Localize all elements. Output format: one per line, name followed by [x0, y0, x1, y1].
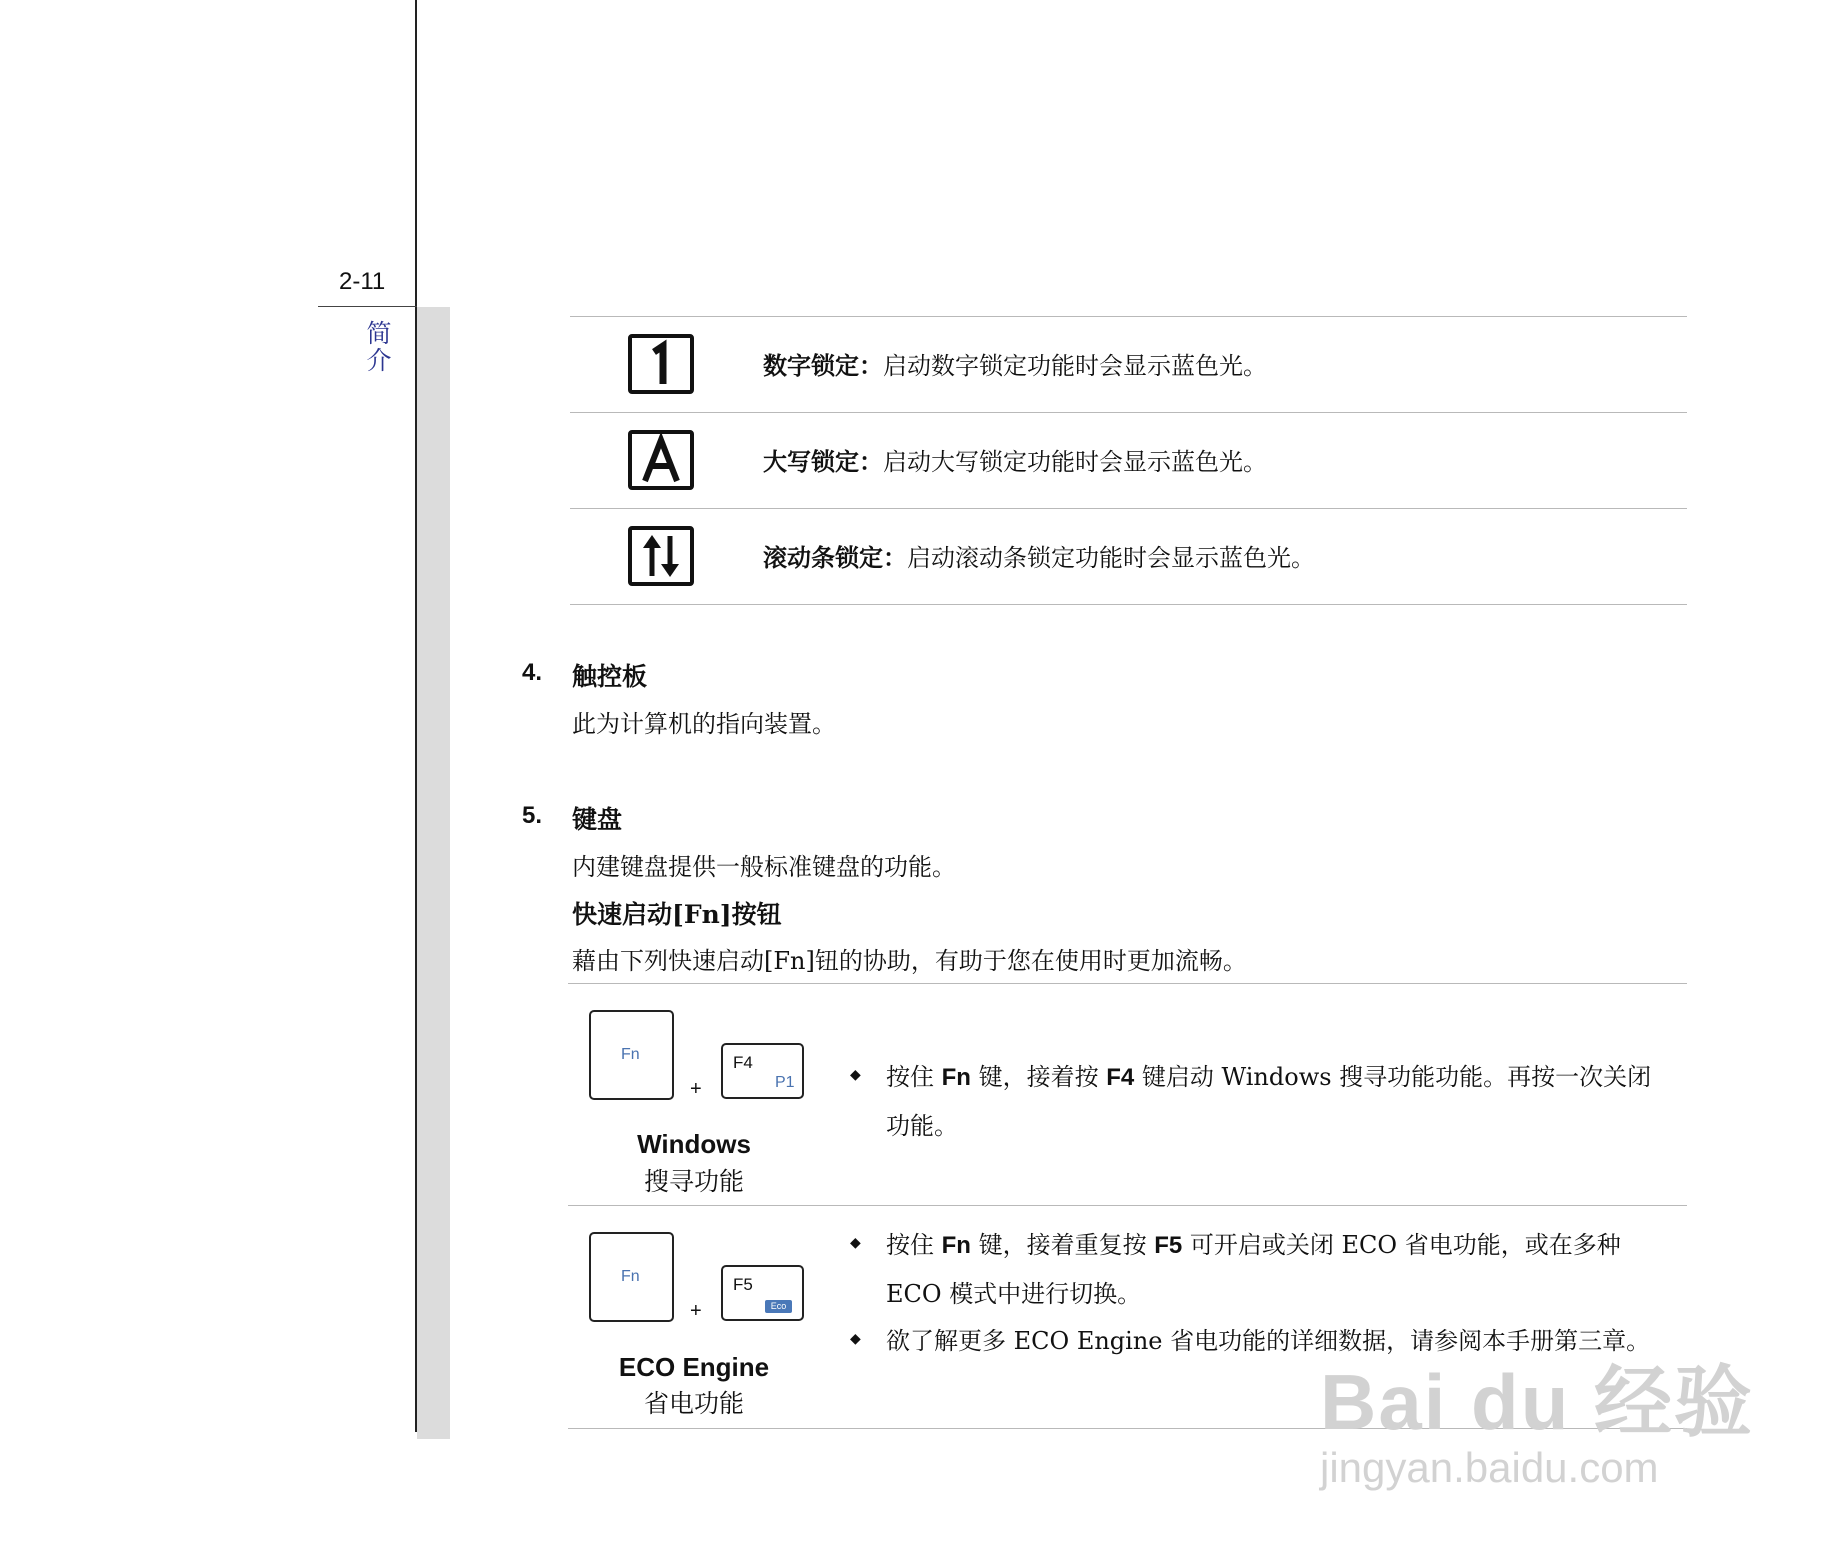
table-rule	[568, 983, 1687, 984]
chapter-sidebar-bar	[417, 307, 450, 1439]
lock-indicator-row	[763, 346, 1267, 381]
table-rule	[570, 412, 1687, 413]
text-run: 键，接着按	[970, 1063, 1107, 1091]
key-label: Fn	[621, 1268, 640, 1285]
lock-indicator-row	[763, 442, 1267, 477]
lock-desc: 启动大写锁定功能时会显示蓝色光。	[883, 448, 1267, 476]
bullet-diamond-icon: ◆	[850, 1235, 861, 1251]
plus-sign: +	[690, 1078, 702, 1100]
num-lock-icon	[628, 334, 694, 394]
key-label: F5	[733, 1275, 753, 1294]
lock-name: 滚动条锁定：	[763, 543, 907, 572]
section-text: 内建键盘提供一般标准键盘的功能。	[572, 853, 956, 881]
key-name: Fn	[941, 1232, 971, 1259]
lock-desc: 启动数字锁定功能时会显示蓝色光。	[883, 352, 1267, 380]
hotkey-caption-en: ECO Engine	[618, 1352, 770, 1382]
hotkey-caption-cn: 搜寻功能	[643, 1167, 744, 1196]
page-number-rule	[318, 306, 417, 307]
key-name: F4	[1106, 1064, 1135, 1091]
fn-subtitle: 快速启动[Fn]按钮	[572, 900, 782, 929]
watermark-logo: Bai du 经验	[1320, 1358, 1755, 1446]
page-number: 2-11	[339, 268, 386, 295]
key-name: Fn	[941, 1064, 971, 1091]
chapter-label: 简介	[366, 319, 392, 375]
text-run: 按住	[886, 1063, 942, 1091]
bullet-diamond-icon: ◆	[850, 1067, 861, 1083]
key-name: F5	[1154, 1232, 1183, 1259]
text-run: 键，接着重复按	[970, 1231, 1155, 1259]
key-label: F4	[733, 1053, 753, 1072]
text-run: 键启动 Windows 搜寻功能功能。再按一次关闭功能。	[886, 1063, 1652, 1140]
baidu-jingyan-watermark	[1320, 1340, 1754, 1492]
table-rule	[570, 604, 1687, 605]
section-title: 键盘	[572, 805, 623, 834]
fn-key-icon	[589, 1232, 674, 1322]
eco-badge-icon: Eco	[765, 1300, 792, 1313]
watermark-url: jingyan.baidu.com	[1320, 1444, 1659, 1491]
bullet-diamond-icon: ◆	[850, 1331, 861, 1347]
lock-name: 数字锁定：	[763, 351, 883, 380]
lock-desc: 启动滚动条锁定功能时会显示蓝色光。	[907, 544, 1315, 572]
section-number: 4.	[522, 659, 543, 686]
hotkey-caption-en: Windows	[637, 1129, 751, 1159]
lock-name: 大写锁定：	[763, 447, 883, 476]
hotkey-description	[886, 1221, 1666, 1318]
scroll-lock-icon	[628, 526, 694, 586]
text-run: 欲了解更多 ECO Engine 省电功能的详细数据，请参阅本手册第三章。	[886, 1327, 1651, 1355]
table-rule	[570, 316, 1687, 317]
section-number: 5.	[522, 802, 543, 829]
key-sublabel: P1	[775, 1074, 795, 1091]
section-text: 此为计算机的指向装置。	[572, 710, 836, 738]
fn-intro-text: 藉由下列快速启动[Fn]钮的协助，有助于您在使用时更加流畅。	[572, 947, 1247, 975]
section-title: 触控板	[572, 662, 648, 691]
plus-sign: +	[690, 1300, 702, 1322]
table-rule	[570, 508, 1687, 509]
text-run: 可开启或关闭 ECO 省电功能，或在多种 ECO 模式中进行切换。	[886, 1231, 1621, 1308]
hotkey-description	[886, 1053, 1666, 1150]
caps-lock-icon	[628, 430, 694, 490]
lock-indicator-row	[763, 538, 1315, 573]
table-rule	[568, 1205, 1687, 1206]
f5-key-icon	[721, 1265, 804, 1321]
fn-key-icon	[589, 1010, 674, 1100]
key-label: Fn	[621, 1046, 640, 1063]
text-run: 按住	[886, 1231, 942, 1259]
hotkey-caption-cn: 省电功能	[643, 1389, 744, 1418]
f4-key-icon	[721, 1043, 804, 1099]
